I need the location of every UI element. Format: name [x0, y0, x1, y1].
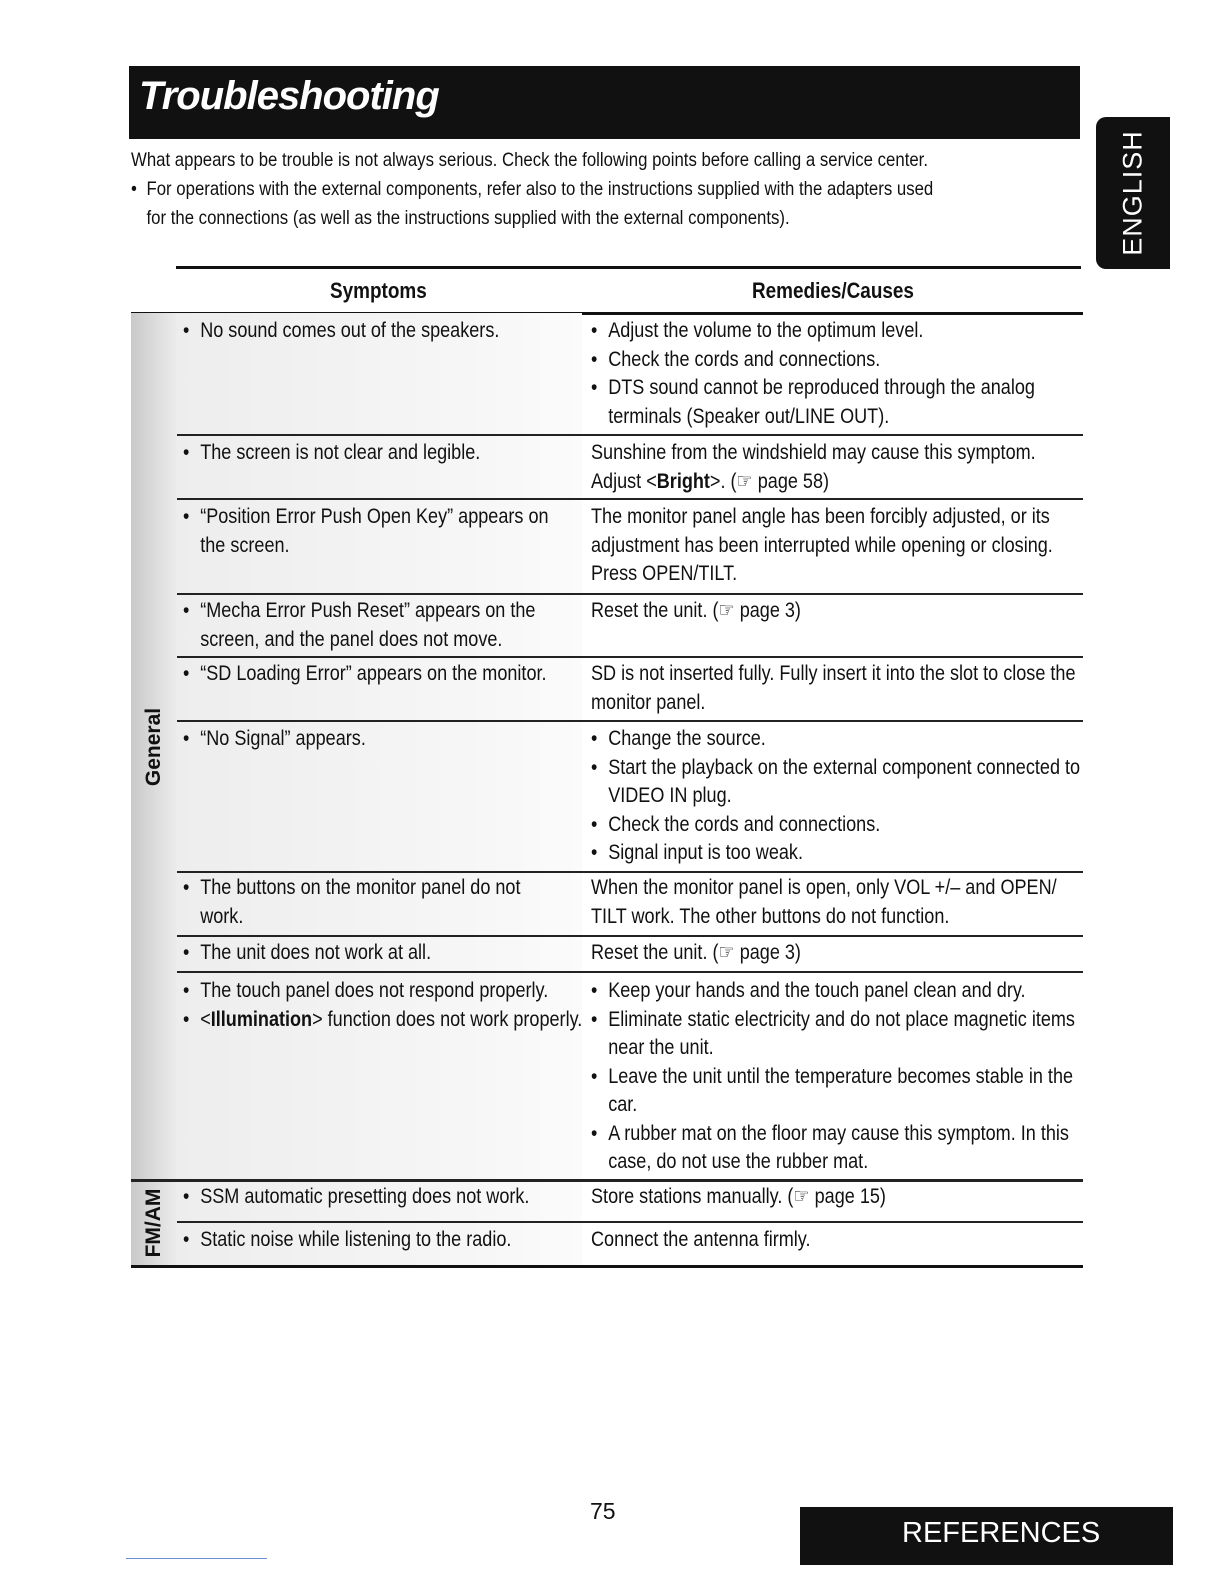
section-footer-tab [800, 1507, 1173, 1565]
row-divider [177, 720, 1083, 722]
intro-paragraph: What appears to be trouble is not always serious. Check the following points before calling a service center. [131, 149, 929, 171]
table-row-symptom: • “Position Error Push Open Key” appears on the screen. [183, 505, 549, 557]
table-row-remedy: Reset the unit. (☞ page 3) [591, 599, 801, 622]
table-row-symptom: • Static noise while listening to the radio. [183, 1228, 512, 1251]
table-row-remedy: • Change the source. • Start the playback on the external component connected to VIDEO IN plug. • Check the cords and connections. • Signal input is too weak. [591, 727, 1081, 864]
intro-bullet-text: For operations with the external components, refer also to the instructions supplied with the adapters used for the connections (as well as the instructions supplied with the external components). [146, 178, 934, 229]
row-divider [177, 656, 1083, 658]
page-title: Troubleshooting [139, 74, 439, 118]
row-divider [177, 971, 1083, 973]
page-number: 75 [590, 1498, 616, 1524]
table-row-remedy: Store stations manually. (☞ page 15) [591, 1185, 886, 1208]
table-row-remedy: • Adjust the volume to the optimum level. • Check the cords and connections. • DTS sound cannot be reproduced through the analog terminals (Speaker out/LINE OUT). [591, 319, 1035, 428]
table-row-symptom: • The touch panel does not respond properly. • <Illumination> function does not work properly. [183, 979, 583, 1031]
intro-text [131, 146, 957, 233]
table-row-remedy: Reset the unit. (☞ page 3) [591, 941, 801, 964]
row-divider [177, 871, 1083, 873]
table-row-remedy: Connect the antenna firmly. [591, 1228, 811, 1251]
table-row-symptom: • The buttons on the monitor panel do not work. [183, 876, 521, 928]
column-header-symptoms: Symptoms [330, 278, 427, 303]
bullet-icon: • [131, 178, 137, 200]
row-divider [177, 1221, 1083, 1223]
row-divider [177, 935, 1083, 937]
row-divider [177, 434, 1083, 436]
section-footer-label: REFERENCES [902, 1517, 1101, 1549]
intro-bullet [131, 175, 957, 233]
group-fmam-label: FM/AM [142, 1188, 165, 1258]
title-bar [129, 66, 1080, 139]
table-top-rule [176, 266, 1081, 269]
table-row-symptom: • No sound comes out of the speakers. [183, 319, 500, 342]
table-row-remedy: SD is not inserted fully. Fully insert it into the slot to close the monitor panel. [591, 662, 1076, 714]
table-row-symptom: • The screen is not clear and legible. [183, 441, 481, 464]
table-row-symptom: • “No Signal” appears. [183, 727, 366, 750]
group-general-label: General [142, 707, 165, 787]
column-header-remedies: Remedies/Causes [752, 278, 914, 303]
row-divider [177, 498, 1083, 500]
group-fmam [131, 1181, 177, 1265]
table-row-symptom: • “Mecha Error Push Reset” appears on the screen, and the panel does not move. [183, 599, 536, 651]
table-row-symptom: • SSM automatic presetting does not work. [183, 1185, 530, 1208]
table-row-symptom: • “SD Loading Error” appears on the monitor. [183, 662, 547, 685]
language-tab-label: ENGLISH [1117, 130, 1148, 256]
table-bottom-rule [131, 1265, 1083, 1268]
row-divider [177, 593, 1083, 595]
footnote-rule [126, 1558, 267, 1559]
table-row-remedy: The monitor panel angle has been forcibly adjusted, or its adjustment has been interrupted while opening or closing. Press OPEN/TILT. [591, 505, 1053, 585]
group-general [131, 313, 177, 1181]
table-row-remedy: When the monitor panel is open, only VOL +/– and OPEN/ TILT work. The other buttons do not function. [591, 876, 1057, 928]
language-tab [1096, 117, 1170, 269]
group-divider [131, 1179, 1083, 1182]
table-row-remedy: • Keep your hands and the touch panel clean and dry. • Eliminate static electricity and do not place magnetic items near the unit. • Leave the unit until the temperature becomes stable in the car. • A rubber mat on the floor may cause this symptom. In this case, do not use the rubber mat. [591, 979, 1075, 1173]
table-row-symptom: • The unit does not work at all. [183, 941, 432, 964]
table-row-remedy: Sunshine from the windshield may cause this symptom. Adjust <Bright>. (☞ page 58) [591, 441, 1036, 493]
